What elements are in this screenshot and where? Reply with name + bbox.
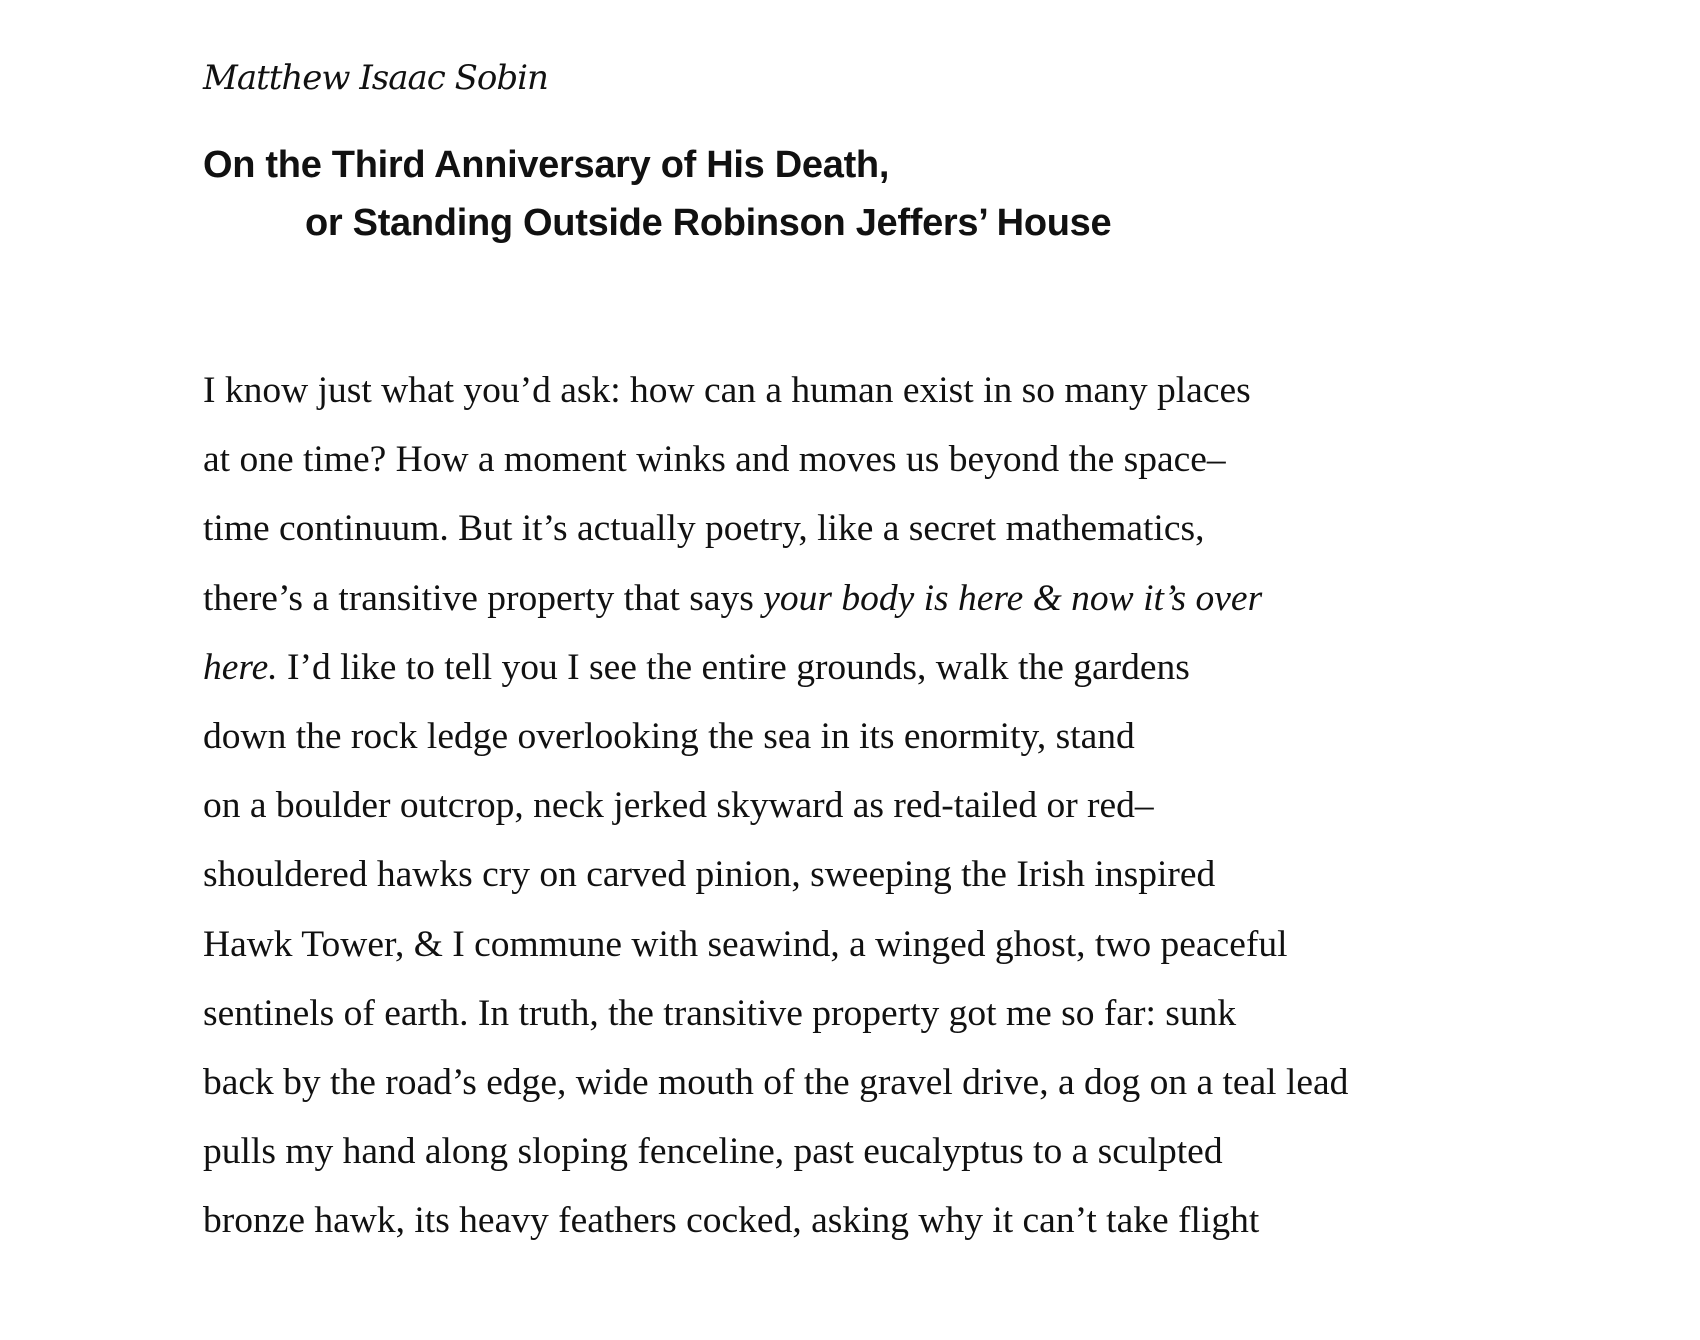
poem-line: sentinels of earth. In truth, the transitive property got me so far: sunk xyxy=(203,992,1237,1034)
poem-line xyxy=(203,564,1348,633)
poem-line: back by the road’s edge, wide mouth of the gravel drive, a dog on a teal lead xyxy=(203,1061,1349,1103)
poem-title xyxy=(203,136,1111,252)
poem-line: shouldered hawks cry on carved pinion, sweeping the Irish inspired xyxy=(203,854,1216,896)
poem-line: bronze hawk, its heavy feathers cocked, asking why it can’t take flight xyxy=(203,1200,1260,1242)
poem-line: pulls my hand along sloping fenceline, past eucalyptus to a sculpted xyxy=(203,1131,1223,1173)
poem-line: Hawk Tower, & I commune with seawind, a winged ghost, two peaceful xyxy=(203,923,1288,965)
poem-line-italic: here. xyxy=(203,646,278,688)
author-name: Matthew Isaac Sobin xyxy=(203,58,548,98)
poem-line: I know just what you’d ask: how can a human exist in so many places xyxy=(203,370,1251,411)
poem-body xyxy=(203,356,1348,1255)
poem-line: on a boulder outcrop, neck jerked skyward as red-tailed or red– xyxy=(203,785,1154,827)
title-line-1: On the Third Anniversary of His Death, xyxy=(203,144,890,186)
poem-line-text: I’d like to tell you I see the entire grounds, walk the gardens xyxy=(277,646,1190,688)
poem-line-italic: your body is here & now it’s over xyxy=(763,577,1263,619)
poem-line xyxy=(203,633,1348,702)
poem-line-text: there’s a transitive property that says xyxy=(203,577,764,619)
poem-line: down the rock ledge overlooking the sea in its enormity, stand xyxy=(203,715,1135,757)
poem-line: time continuum. But it’s actually poetry, like a secret mathematics, xyxy=(203,508,1205,550)
title-line-2: or Standing Outside Robinson Jeffers’ House xyxy=(305,202,1112,244)
poem-line: at one time? How a moment winks and moves us beyond the space– xyxy=(203,439,1226,481)
